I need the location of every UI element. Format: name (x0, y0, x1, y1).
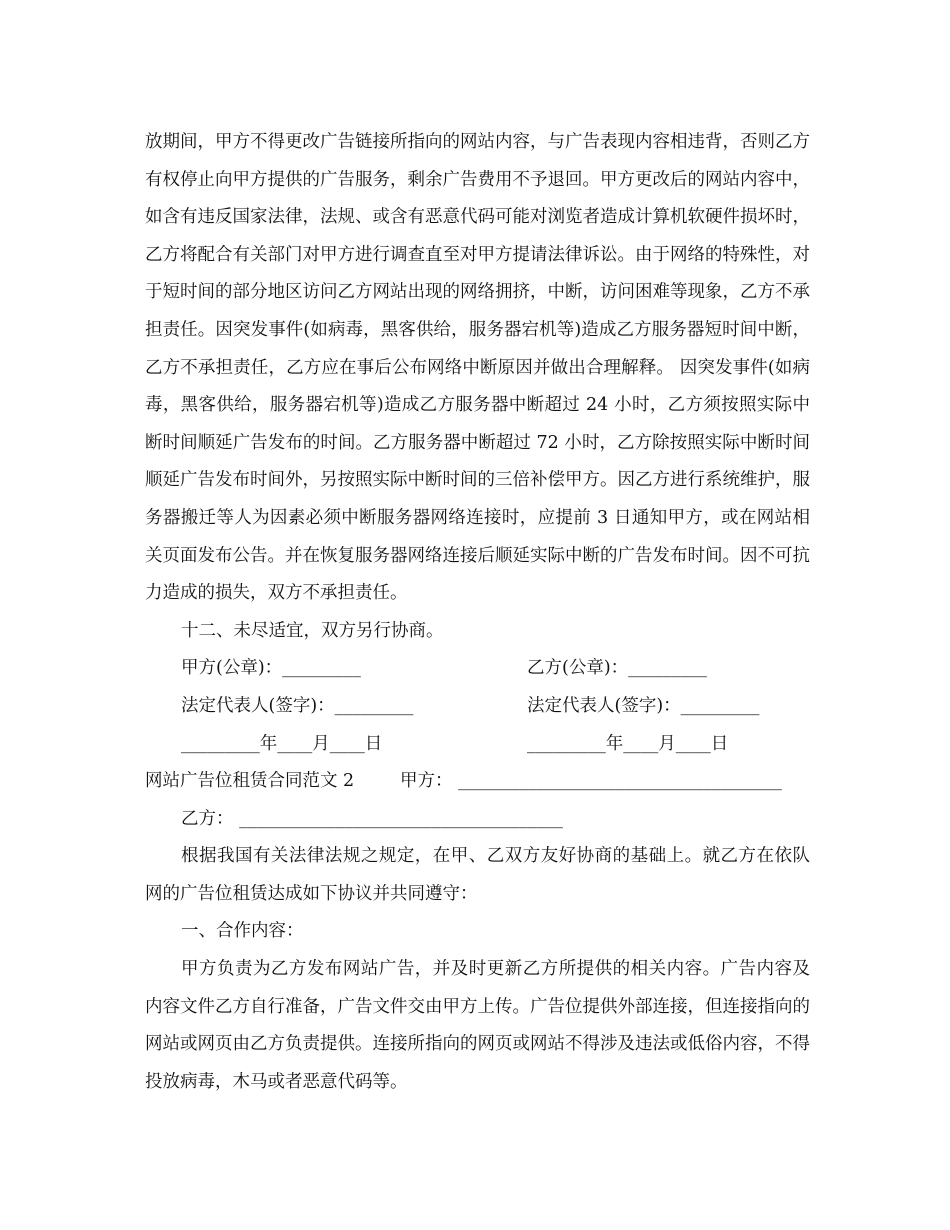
party-a-date-line: _________年____月____日 (181, 733, 383, 754)
party-b-seal-line: 乙方(公章)：_________ (527, 658, 707, 679)
party-a-rep-line: 法定代表人(签字)：_________ (181, 695, 414, 716)
section-1-heading: 一、合作内容： (181, 921, 304, 942)
clause-12: 十二、未尽适宜，双方另行协商。 (181, 620, 444, 641)
contract2-title: 网站广告位租赁合同范文 2 (145, 771, 355, 792)
party-a-seal-line: 甲方(公章)：_________ (181, 658, 361, 679)
document-body (145, 124, 810, 1101)
contract2-party-b-line: 乙方： _____________________________________ (181, 808, 563, 829)
party-b-rep-line: 法定代表人(签字)：_________ (527, 695, 760, 716)
party-b-date-line: _________年____月____日 (527, 733, 729, 754)
section-1-body: 甲方负责为乙方发布网站广告，并及时更新乙方所提供的相关内容。广告内容及内容文件乙方自行准备，广告文件交由甲方上传。广告位提供外部连接，但连接指向的网站或网页由乙方负责提供。连接所指向的网页或网站不得涉及违法或低俗内容，不得投放病毒，木马或者恶意代码等。 (145, 959, 810, 1092)
contract2-header-row (145, 763, 810, 801)
signature-seal-row (145, 650, 810, 688)
signature-date-row (145, 726, 810, 764)
signature-rep-row (145, 688, 810, 726)
contract2-intro: 根据我国有关法律法规之规定，在甲、乙双方友好协商的基础上。就乙方在依队网的广告位租赁达成如下协议并共同遵守： (145, 846, 810, 904)
contract2-party-a-line: 甲方： _____________________________________ (400, 771, 782, 792)
paragraph-continuation: 放期间，甲方不得更改广告链接所指向的网站内容，与广告表现内容相违背，否则乙方有权停止向甲方提供的广告服务，剩余广告费用不予退回。甲方更改后的网站内容中，如含有违反国家法律，法规、或含有恶意代码可能对浏览者造成计算机软硬件损坏时，乙方将配合有关部门对甲方进行调查直至对甲方提请法律诉讼。由于网络的特殊性，对于短时间的部分地区访问乙方网站出现的网络拥挤，中断，访问困难等现象，乙方不承担责任。因突发事件(如病毒，黑客供给，服务器宕机等)造成乙方服务器短时间中断，乙方不承担责任，乙方应在事后公布网络中断原因并做出合理解释。 因突发事件(如病毒，黑客供给，服务器宕机等)造成乙方服务器中断超过 24 小时，乙方须按照实际中断时间顺延广告发布的时间。乙方服务器中断超过 72 小时，乙方除按照实际中断时间顺延广告发布时间外，另按照实际中断时间的三倍补偿甲方。因乙方进行系统维护，服务器搬迁等人为因素必须中断服务器网络连接时，应提前 3 日通知甲方，或在网站相关页面发布公告。并在恢复服务器网络连接后顺延实际中断的广告发布时间。因不可抗力造成的损失，双方不承担责任。 (145, 132, 810, 604)
